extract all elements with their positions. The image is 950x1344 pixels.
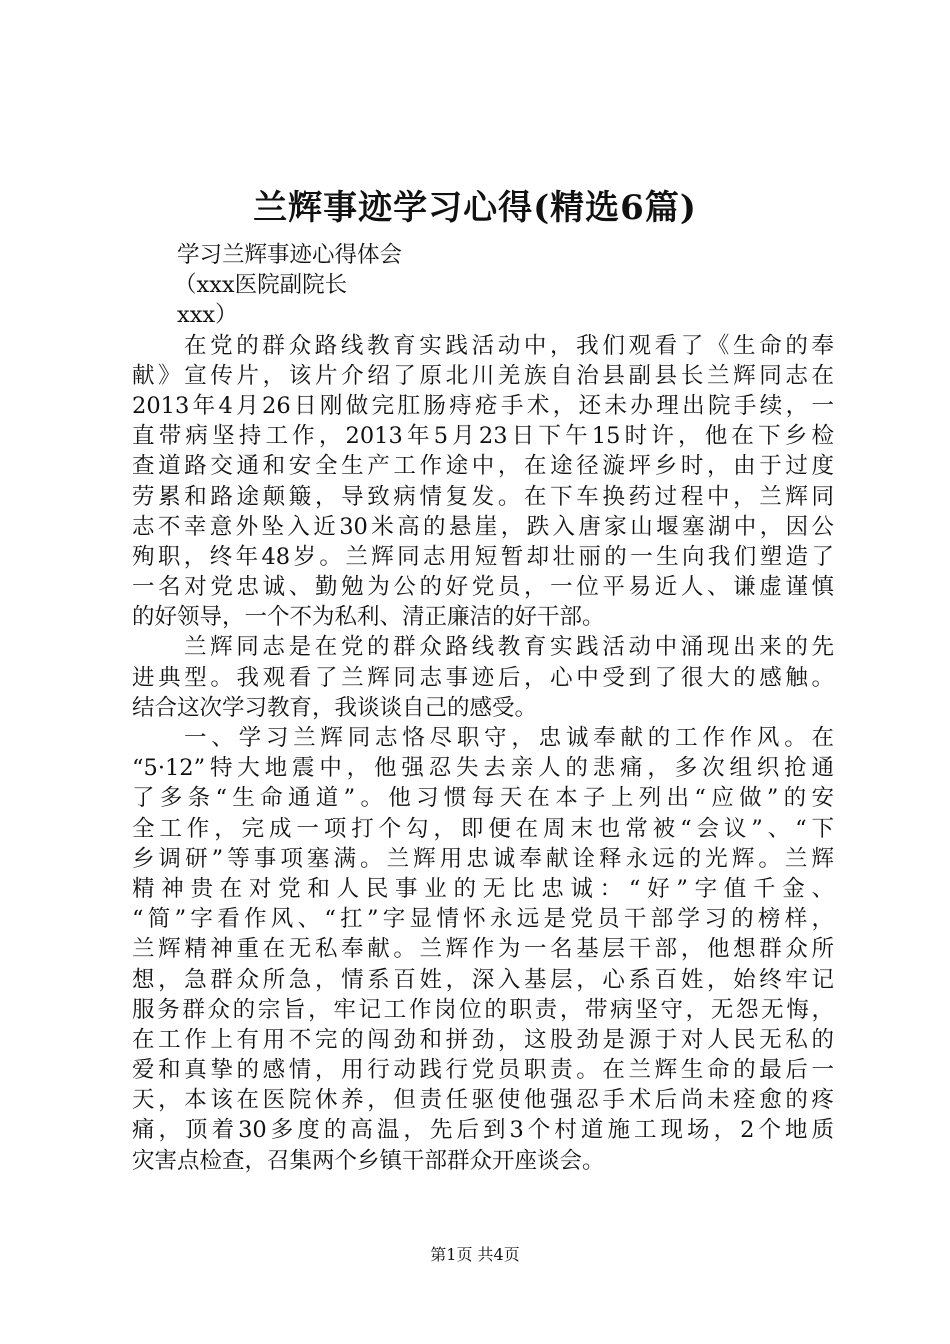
paragraph-line: 兰辉精神重在无私奉献。兰辉作为一名基层干部，他想群众所 — [132, 936, 834, 963]
paragraph-line: 志不幸意外坠入近30米高的悬崖，跌入唐家山堰塞湖中，因公 — [132, 513, 834, 540]
paragraph-line: 痛，顶着30多度的高温，先后到3个村道施工现场，2个地质 — [132, 1117, 834, 1144]
paragraph-line: 了多条“生命通道”。他习惯每天在本子上列出“应做”的安 — [132, 785, 834, 812]
document-title: 兰辉事迹学习心得(精选6篇) — [253, 188, 697, 228]
paragraph-line: 献》宣传片，该片介绍了原北川羌族自治县副县长兰辉同志在 — [132, 362, 834, 389]
paragraph-line: 爱和真挚的感情，用行动践行党员职责。在兰辉生命的最后一 — [132, 1057, 834, 1084]
paragraph-line: 兰辉同志是在党的群众路线教育实践活动中涌现出来的先 — [184, 634, 834, 661]
author-line: （xxx医院副院长 — [174, 272, 348, 299]
paragraph-line: “5·12”特大地震中，他强忍失去亲人的悲痛，多次组织抢通 — [132, 755, 834, 782]
paragraph-line: 天，本该在医院休养，但责任驱使他强忍手术后尚未痊愈的疼 — [132, 1087, 834, 1114]
paragraph-line: 服务群众的宗旨，牢记工作岗位的职责，带病坚守，无怨无悔， — [132, 996, 834, 1023]
document-body — [132, 240, 834, 1176]
paragraph-line: 一、学习兰辉同志恪尽职守，忠诚奉献的工作作风。在 — [184, 725, 834, 751]
page-number-footer: 第1页 共4页 — [430, 1245, 520, 1264]
paragraph-line: 乡调研”等事项塞满。兰辉用忠诚奉献诠释永远的光辉。兰辉 — [132, 845, 834, 872]
paragraph-line: 的好领导，一个不为私利、清正廉洁的好干部。 — [132, 604, 605, 631]
paragraph-line: 在党的群众路线教育实践活动中，我们观看了《生命的奉 — [184, 332, 834, 359]
paragraph-line: 2013年4月26日刚做完肛肠痔疮手术，还未办理出院手续，一 — [132, 392, 834, 419]
paragraph-line: 全工作，完成一项打个勾，即便在周末也常被“会议”、“下 — [132, 815, 834, 842]
paragraph-line: 查道路交通和安全生产工作途中，在途径漩坪乡时，由于过度 — [132, 453, 834, 480]
paragraph-line: 劳累和路途颠簸，导致病情复发。在下车换药过程中，兰辉同 — [132, 483, 834, 510]
paragraph-line: 结合这次学习教育，我谈谈自己的感受。 — [132, 694, 538, 721]
author-line: xxx） — [177, 302, 238, 329]
paragraph-line: 进典型。我观看了兰辉同志事迹后，心中受到了很大的感触。 — [132, 664, 834, 691]
paragraph-line: 直带病坚持工作，2013年5月23日下午15时许，他在下乡检 — [132, 423, 834, 450]
paragraph-line: 想，急群众所急，情系百姓，深入基层，心系百姓，始终牢记 — [132, 966, 834, 993]
paragraph-line: “简”字看作风、“扛”字显情怀永远是党员干部学习的榜样， — [132, 906, 834, 933]
paragraph-line: 灾害点检查，召集两个乡镇干部群众开座谈会。 — [132, 1147, 605, 1174]
paragraph-line: 在工作上有用不完的闯劲和拼劲，这股劲是源于对人民无私的 — [132, 1026, 834, 1053]
paragraph-line: 精神贵在对党和人民事业的无比忠诚：“好”字值千金、 — [132, 875, 834, 902]
subtitle-line: 学习兰辉事迹心得体会 — [177, 242, 403, 268]
paragraph-line: 一名对党忠诚、勤勉为公的好党员，一位平易近人、谦虚谨慎 — [132, 574, 834, 601]
paragraph-line: 殉职，终年48岁。兰辉同志用短暂却壮丽的一生向我们塑造了 — [132, 543, 834, 570]
